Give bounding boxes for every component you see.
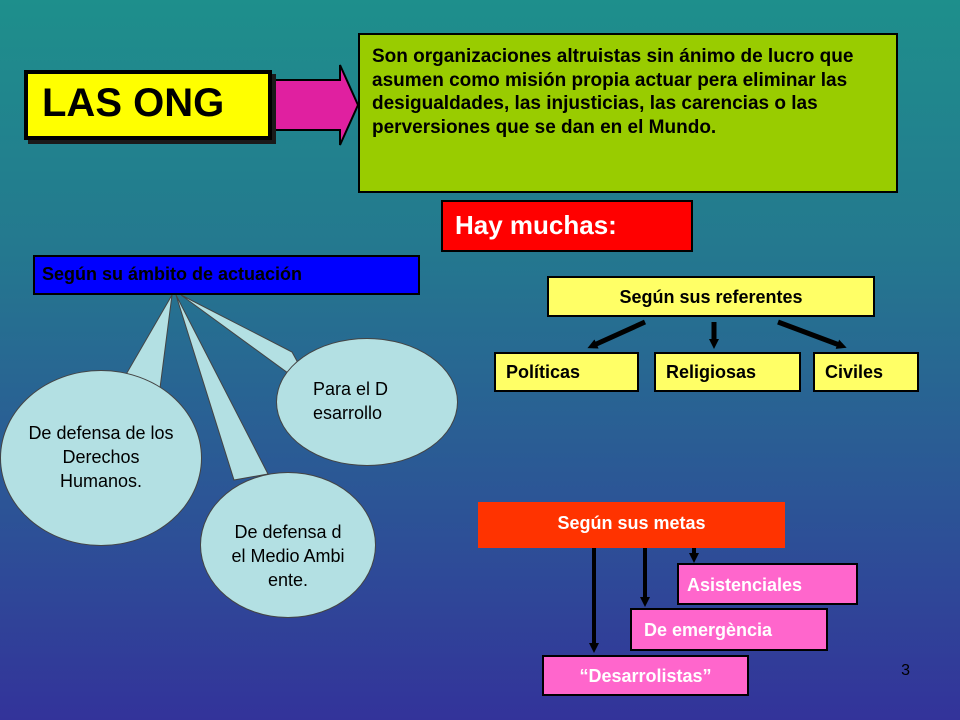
meta-emergencia: De emergència xyxy=(630,608,828,651)
bubble-derechos-humanos xyxy=(0,370,202,546)
referente-religiosas: Religiosas xyxy=(654,352,801,392)
metas-box: Según sus metas xyxy=(478,502,785,548)
hay-muchas-box: Hay muchas: xyxy=(441,200,693,252)
arrow-to-politicas xyxy=(592,322,645,346)
bubble-desarrollo xyxy=(276,338,458,466)
slide-number: 3 xyxy=(901,662,910,679)
referente-politicas: Políticas xyxy=(494,352,639,392)
referente-civiles: Civiles xyxy=(813,352,919,392)
bubble-desarrollo-text: Para el Desarrollo xyxy=(313,379,389,423)
definition-box: Son organizaciones altruistas sin ánimo de lucro que asumen como misión propia actuar pera eliminar las desigualdades, las injusticias, las carencias o las perversiones que se dan en el Mundo. xyxy=(358,33,898,193)
meta-desarrolistas: “Desarrolistas” xyxy=(542,655,749,696)
bubble-medio-ambiente-text: De defensa del Medio Ambiente. xyxy=(231,522,345,590)
referentes-box: Según sus referentes xyxy=(547,276,875,317)
ambito-box: Según su ámbito de actuación xyxy=(33,255,420,295)
bubble-derechos-humanos-text: De defensa de los Derechos Humanos. xyxy=(28,423,174,491)
arrow-to-civiles xyxy=(778,322,842,346)
page-title: LAS ONG xyxy=(24,70,272,140)
right-arrow-icon xyxy=(272,65,358,145)
bubble-medio-ambiente xyxy=(200,472,376,618)
meta-asistenciales: Asistenciales xyxy=(677,563,858,605)
